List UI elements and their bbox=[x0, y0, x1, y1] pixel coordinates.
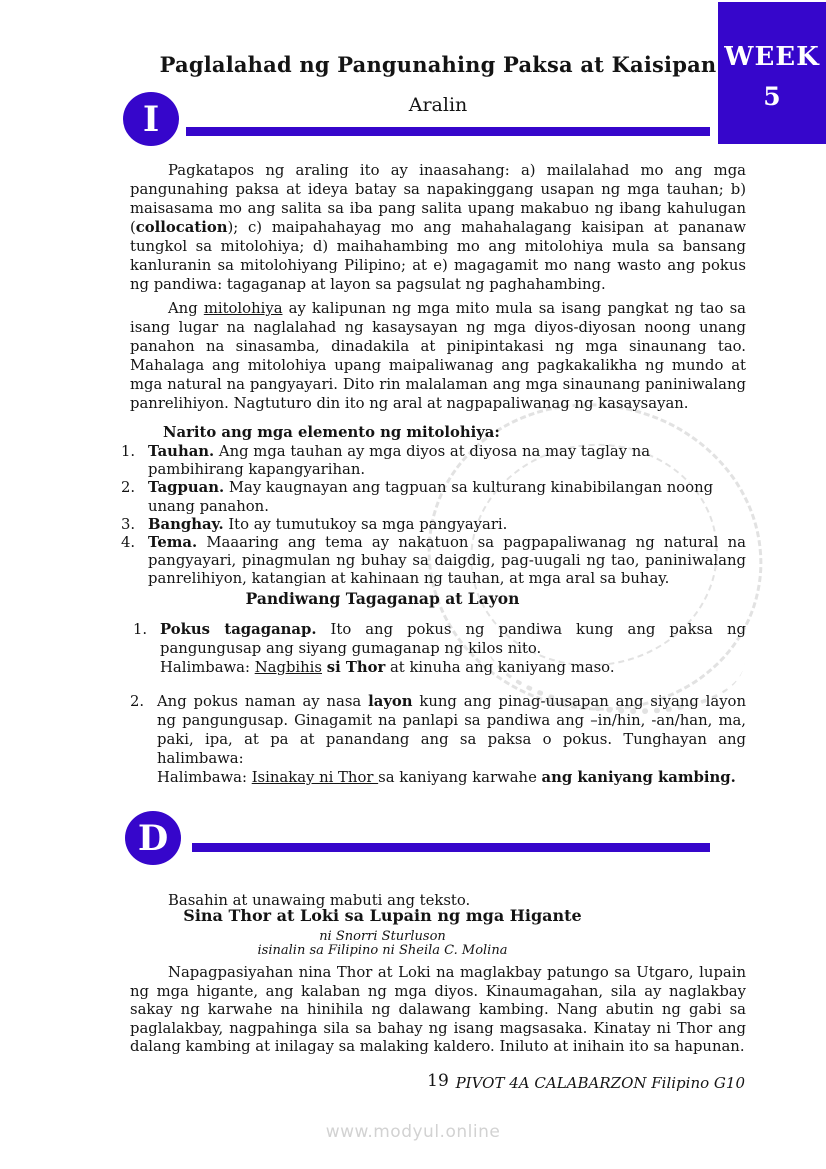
story-paragraph: Napagpasiyahan nina Thor at Loki na maglakbay patungo sa Utgaro, lupain ng mga higante, ang kalaban ng mga diyos. Kinaumagahan, sila ay naglakbay sakay ng karwahe na hinihila ng dalawang kambing. Nang abutin ng gabi sa paglalakbay, nagpahinga sila sa bahay ng isang magsasaka. Kinatay ni Thor ang dalang kambing at inilagay sa malaking kaldero. Iniluto at inihain ito sa hapunan. bbox=[130, 964, 746, 1055]
lesson-subtitle: Aralin bbox=[408, 94, 468, 116]
section-i-badge-icon bbox=[123, 92, 179, 146]
section-d-letter: D bbox=[137, 817, 169, 859]
elements-list bbox=[121, 443, 746, 589]
list-item-number: 2. bbox=[121, 479, 136, 497]
pandiwa-list-item bbox=[133, 620, 746, 677]
pandiwa-item-example: Halimbawa: Isinakay ni Thor sa kaniyang karwahe ang kaniyang kambing. bbox=[157, 769, 736, 786]
module-footer-label: PIVOT 4A CALABARZON Filipino G10 bbox=[455, 1074, 745, 1092]
objectives-paragraph: Pagkatapos ng araling ito ay inaasahang: a) mailalahad mo ang mga pangunahing paksa at ideya batay sa napakinggang usapan ng mga tauhan; b) maisasama mo ang salita sa iba pang salita upang makabuo ng ibang kahulugan (collocation); c) maipahahayag mo ang mahahalagang kaisipan at pananaw tungkol sa mitolohiya; d) maihahambing mo ang mitolohiya mula sa bansang kanluranin sa mitolohiyang Pilipino; at e) magagamit mo nang wasto ang pokus ng pandiwa: tagaganap at layon sa pagsulat ng paghahambing. bbox=[130, 162, 746, 293]
mitolohiya-paragraph: Ang mitolohiya ay kalipunan ng mga mito mula sa isang pangkat ng tao sa isang lugar na naglalahad ng kasaysayan ng mga diyos-diyosan noong unang panahon na sinasamba, dinadakila at pinipintakasi ng mga sinaunang tao. Mahalaga ang mitolohiya upang maipaliwanag ang pagkakalikha ng mundo at mga natural na pangyayari. Dito rin malalaman ang mga sinaunang paniniwalang panrelihiyon. Nagtuturo din ito ng aral at nagpapaliwanag ng kasaysayan. bbox=[130, 300, 746, 412]
pandiwa-item-main: Pokus tagaganap. Ito ang pokus ng pandiwa kung ang paksa ng pangungusap ang siyang gumaganap ng kilos nito. bbox=[160, 621, 747, 657]
reading-instruction: Basahin at unawaing mabuti ang teksto. bbox=[168, 891, 471, 909]
section-i-rule bbox=[186, 127, 710, 136]
pandiwa-list-item bbox=[130, 692, 746, 787]
list-item-text bbox=[160, 620, 746, 677]
elements-heading: Narito ang mga elemento ng mitolohiya: bbox=[163, 424, 500, 441]
pandiwa-item-example: Halimbawa: Nagbihis si Thor at kinuha ang kaniyang maso. bbox=[160, 659, 615, 676]
list-item-text: Tagpuan. May kaugnayan ang tagpuan sa kulturang kinabibilangan noong unang panahon. bbox=[148, 479, 714, 515]
list-item-text bbox=[157, 692, 746, 787]
story-author: ni Snorri Sturluson bbox=[319, 929, 446, 944]
list-item bbox=[121, 479, 746, 515]
list-item-text: Tauhan. Ang mga tauhan ay mga diyos at diyosa na may taglay na pambihirang kapangyarihan. bbox=[148, 443, 651, 479]
site-watermark: www.modyul.online bbox=[325, 1122, 501, 1142]
story-translator: isinalin sa Filipino ni Sheila C. Molina bbox=[257, 943, 508, 958]
section-d-badge-icon bbox=[125, 811, 181, 865]
list-item-number: 1. bbox=[133, 621, 148, 638]
list-item-number: 4. bbox=[121, 534, 136, 552]
week-badge-number: 5 bbox=[763, 82, 781, 111]
list-item-text: Banghay. Ito ay tumutukoy sa mga pangyayari. bbox=[148, 515, 508, 533]
list-item bbox=[130, 692, 746, 787]
page-number: 19 bbox=[427, 1071, 449, 1091]
list-item-number: 1. bbox=[121, 443, 136, 460]
week-badge-word: WEEK bbox=[724, 42, 820, 72]
list-item-number: 3. bbox=[121, 515, 136, 533]
section-i-letter: I bbox=[142, 98, 160, 140]
pandiwa-heading: Pandiwang Tagaganap at Layon bbox=[245, 589, 520, 608]
list-item bbox=[133, 620, 746, 677]
list-item-number: 2. bbox=[130, 693, 145, 710]
pandiwa-item-main: Ang pokus naman ay nasa layon kung ang pinag-uusapan ang siyang layon ng pangungusap. Ginagamit na panlapi sa pandiwa ang –in/hin, -an/han, ma, paki, ipa, at pa at panandang ang sa paksa o pokus. Tunghayan ang halimbawa: bbox=[157, 693, 746, 767]
list-item bbox=[121, 534, 746, 589]
story-title: Sina Thor at Loki sa Lupain ng mga Higante bbox=[183, 906, 582, 925]
list-item bbox=[121, 443, 746, 479]
list-item-text: Tema. Maaaring ang tema ay nakatuon sa pagpapaliwanag ng natural na pangyayari, pinagmulan ng buhay sa daigdig, pag-uugali ng tao, paniniwalang panrelihiyon, katangian at kahinaan ng tauhan, at mga aral sa buhay. bbox=[148, 534, 746, 588]
section-d-rule bbox=[192, 843, 710, 852]
list-item bbox=[121, 516, 746, 534]
page-title: Paglalahad ng Pangunahing Paksa at Kaisipan bbox=[159, 52, 717, 77]
